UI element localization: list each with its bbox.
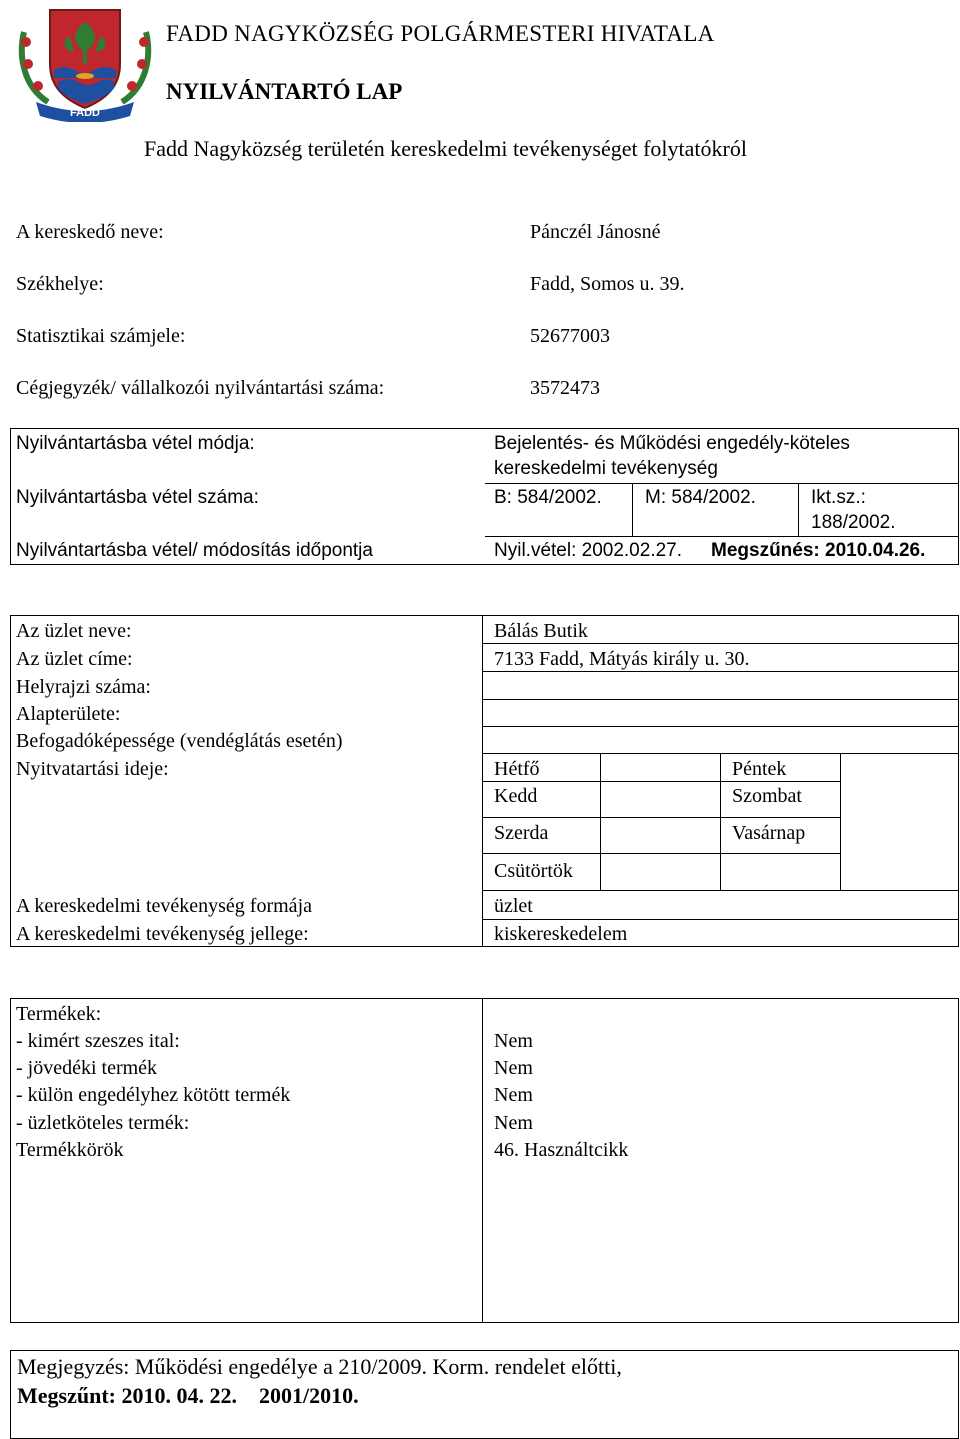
document-subtitle: Fadd Nagyközség területén kereskedelmi tevékenységet folytatókról <box>144 136 747 161</box>
activity-type-value: kiskereskedelem <box>494 923 628 945</box>
shop-name-value: Bálás Butik <box>494 620 588 642</box>
shop-row-divider-10 <box>482 919 959 920</box>
shop-row-divider-9 <box>482 890 959 891</box>
products-col-divider <box>482 998 483 1323</box>
trader-reg-label: Cégjegyzék/ vállalkozói nyilvántartási száma: <box>16 377 385 399</box>
shop-name-label: Az üzlet neve: <box>16 620 132 642</box>
trader-seat-value: Fadd, Somos u. 39. <box>530 273 685 295</box>
product-groups-value: 46. Használtcikk <box>494 1139 629 1161</box>
shop-row-divider-4 <box>482 726 959 727</box>
product-alcohol-value: Nem <box>494 1030 533 1052</box>
registration-date-end: Megszűnés: 2010.04.26. <box>711 540 926 561</box>
day-friday: Péntek <box>732 758 787 780</box>
registration-number-m: M: 584/2002. <box>645 487 756 508</box>
registration-col-divider-m <box>798 483 799 536</box>
municipality-coat-of-arms-logo <box>14 2 156 122</box>
registration-ikt-line2: 188/2002. <box>811 512 896 533</box>
day-saturday: Szombat <box>732 785 802 807</box>
document-title: NYILVÁNTARTÓ LAP <box>166 79 403 104</box>
note-line-1: Megjegyzés: Működési engedélye a 210/2009. Korm. rendelet előtti, <box>17 1354 622 1379</box>
product-shop-bound-value: Nem <box>494 1112 533 1134</box>
trader-stat-label: Statisztikai számjele: <box>16 325 186 347</box>
shop-hours-label: Nyitvatartási ideje: <box>16 758 169 780</box>
trader-name-label: A kereskedő neve: <box>16 221 164 243</box>
shop-days-divider-1 <box>600 753 601 890</box>
activity-form-value: üzlet <box>494 895 533 917</box>
registration-number-label: Nyilvántartásba vétel száma: <box>16 487 259 508</box>
product-permit-value: Nem <box>494 1084 533 1106</box>
registration-mode-label: Nyilvántartásba vétel módja: <box>16 433 255 454</box>
shop-row-divider-2 <box>482 671 959 672</box>
day-sunday: Vasárnap <box>732 822 806 844</box>
shop-row-divider-3 <box>482 699 959 700</box>
registration-col-divider-b <box>632 483 633 536</box>
product-permit-label: - külön engedélyhez kötött termék <box>16 1084 291 1106</box>
registration-row-divider-2 <box>485 536 959 537</box>
trader-stat-value: 52677003 <box>530 325 610 347</box>
registration-number-b: B: 584/2002. <box>494 487 602 508</box>
day-wednesday: Szerda <box>494 822 549 844</box>
product-excise-label: - jövedéki termék <box>16 1057 158 1079</box>
logo-text: FADD <box>70 107 100 119</box>
shop-capacity-label: Befogadóképessége (vendéglátás esetén) <box>16 730 343 752</box>
activity-type-label: A kereskedelmi tevékenység jellege: <box>16 923 309 945</box>
products-heading: Termékek: <box>16 1003 102 1025</box>
office-name: FADD NAGYKÖZSÉG POLGÁRMESTERI HIVATALA <box>166 21 715 46</box>
shop-days-divider-3 <box>840 753 841 890</box>
trader-seat-label: Székhelye: <box>16 273 104 295</box>
product-alcohol-label: - kimért szeszes ital: <box>16 1030 180 1052</box>
shop-row-divider-7 <box>482 817 840 818</box>
activity-form-label: A kereskedelmi tevékenység formája <box>16 895 312 917</box>
shop-row-divider-1 <box>482 643 959 644</box>
shop-row-divider-8 <box>482 853 840 854</box>
note-line-2: Megszűnt: 2010. 04. 22. 2001/2010. <box>17 1383 359 1408</box>
registration-ikt-line1: Ikt.sz.: <box>811 487 866 508</box>
registration-date-value: Nyil.vétel: 2002.02.27. <box>494 540 683 561</box>
shop-area-label: Alapterülete: <box>16 703 121 725</box>
shop-days-divider-2 <box>720 753 721 890</box>
shop-lot-label: Helyrajzi száma: <box>16 676 151 698</box>
registration-date-label: Nyilvántartásba vétel/ módosítás időpontja <box>16 540 373 561</box>
day-thursday: Csütörtök <box>494 860 573 882</box>
shop-row-divider-6 <box>482 781 840 782</box>
trader-reg-value: 3572473 <box>530 377 600 399</box>
product-shop-bound-label: - üzletköteles termék: <box>16 1112 190 1134</box>
shop-address-label: Az üzlet címe: <box>16 648 133 670</box>
day-monday: Hétfő <box>494 758 540 780</box>
product-groups-label: Termékkörök <box>16 1139 124 1161</box>
registration-mode-value-line1: Bejelentés- és Működési engedély-köteles <box>494 433 850 454</box>
registration-row-divider-1 <box>485 483 959 484</box>
registration-mode-value-line2: kereskedelmi tevékenység <box>494 458 718 479</box>
trader-name-value: Pánczél Jánosné <box>530 221 661 243</box>
day-tuesday: Kedd <box>494 785 538 807</box>
product-excise-value: Nem <box>494 1057 533 1079</box>
shop-address-value: 7133 Fadd, Mátyás király u. 30. <box>494 648 750 670</box>
